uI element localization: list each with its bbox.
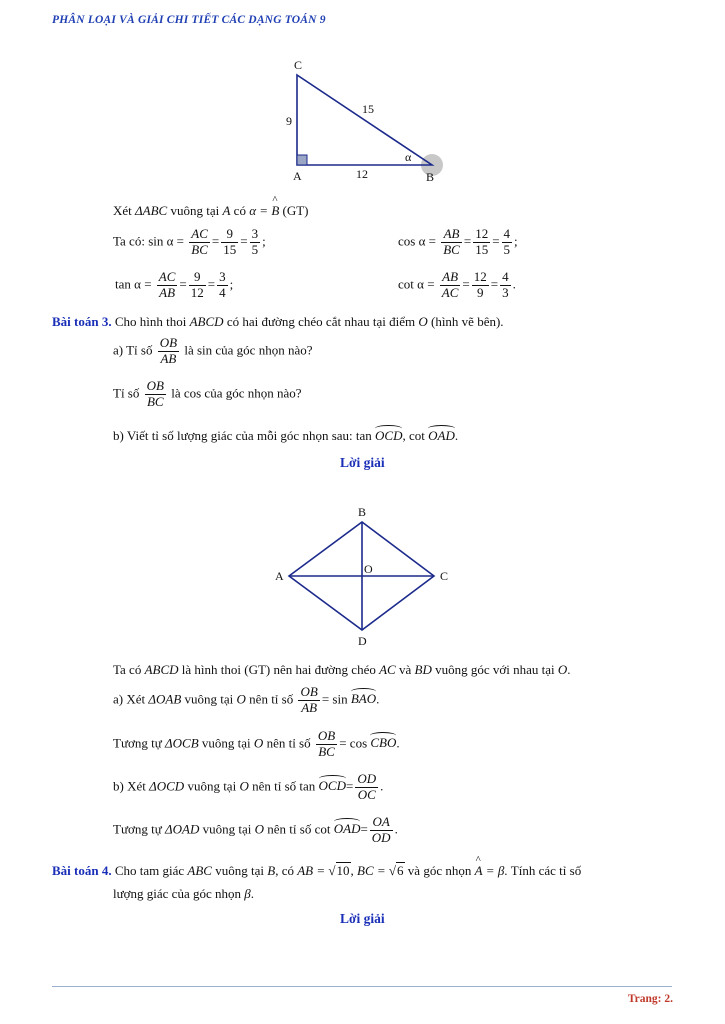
problem-3-statement: Bài toán 3. Cho hình thoi ABCD có hai đường chéo cắt nhau tại điểm O (hình vẽ bên). [52, 314, 504, 329]
side-ab-label: 12 [356, 167, 368, 181]
problem-3a: a) Tỉ số $\frac{OB}{AB}$ là sin của góc nhọn nào? [113, 335, 313, 366]
solution-3b-similar: Tương tự ΔOAD vuông tại O nên tỉ số cot OAD= $\frac{OA}{OD}$ . [113, 814, 398, 845]
triangle-figure [280, 55, 455, 185]
solution-heading-3: Lời giải [340, 455, 385, 470]
solution-3-intro: Ta có ABCD là hình thoi (GT) nên hai đường chéo AC và BD vuông góc với nhau tại O. [113, 662, 571, 677]
page-header: PHÂN LOẠI VÀ GIẢI CHI TIẾT CÁC DẠNG TOÁN 9 [52, 14, 326, 26]
angle-alpha-label: α [405, 150, 412, 164]
vertex-b: B [358, 505, 367, 519]
problem-4-statement: Bài toán 4. Cho tam giác ABC vuông tại B, có AB = √10, BC = √6 và góc nhọn ^ A = β. Tính các tỉ số [52, 863, 581, 879]
vertex-b: B [426, 170, 435, 184]
solution-3a: a) Xét ΔOAB vuông tại O nên tỉ số $\frac{OB}{AB}$ = sin BAO. [113, 684, 380, 715]
problem-3a-cos: Tỉ số $\frac{OB}{BC}$ là cos của góc nhọn nào? [113, 378, 302, 409]
problem-4-line2: lượng giác của góc nhọn β. [113, 886, 254, 901]
solution-3b: b) Xét ΔOCD vuông tại O nên tỉ số tan OCD= $\frac{OD}{OC}$ . [113, 771, 384, 802]
vertex-a: A [275, 569, 284, 583]
cos-formula: cos α = $\frac{AB}{BC}$ = $\frac{12}{15}$ = $\frac{4}{5}$ ; [398, 226, 518, 257]
problem-3b: b) Viết tỉ số lượng giác của mỗi góc nhọn sau: tan OCD, cot OAD. [113, 428, 459, 443]
vertex-a: A [293, 169, 302, 183]
side-bc-label: 15 [362, 102, 374, 116]
sin-formula: Ta có: sin α = $\frac{AC}{BC}$ = $\frac{9}{15}$ = $\frac{3}{5}$ ; [113, 226, 266, 257]
page-number: Trang: 2. [627, 993, 673, 1005]
rhombus-figure [268, 500, 458, 650]
intro-line: Xét ΔABC vuông tại A có α = ^ B (GT) [113, 203, 309, 219]
solution-3a-similar: Tương tự ΔOCB vuông tại O nên tỉ số $\frac{OB}{BC}$ = cos CBO. [113, 728, 400, 759]
footer-divider [52, 986, 672, 987]
vertex-d: D [358, 634, 367, 648]
cot-formula: cot α = $\frac{AB}{AC}$ = $\frac{12}{9}$ = $\frac{4}{3}$ . [398, 269, 516, 300]
vertex-c: C [294, 58, 303, 72]
triangle-abc [297, 75, 432, 165]
vertex-c: C [440, 569, 449, 583]
side-ac-label: 9 [286, 114, 292, 128]
tan-formula: tan α = $\frac{AC}{AB}$ = $\frac{9}{12}$ = $\frac{3}{4}$ ; [115, 269, 234, 300]
center-o: O [364, 562, 373, 576]
right-angle-mark [297, 155, 307, 165]
solution-heading-4: Lời giải [340, 911, 385, 926]
